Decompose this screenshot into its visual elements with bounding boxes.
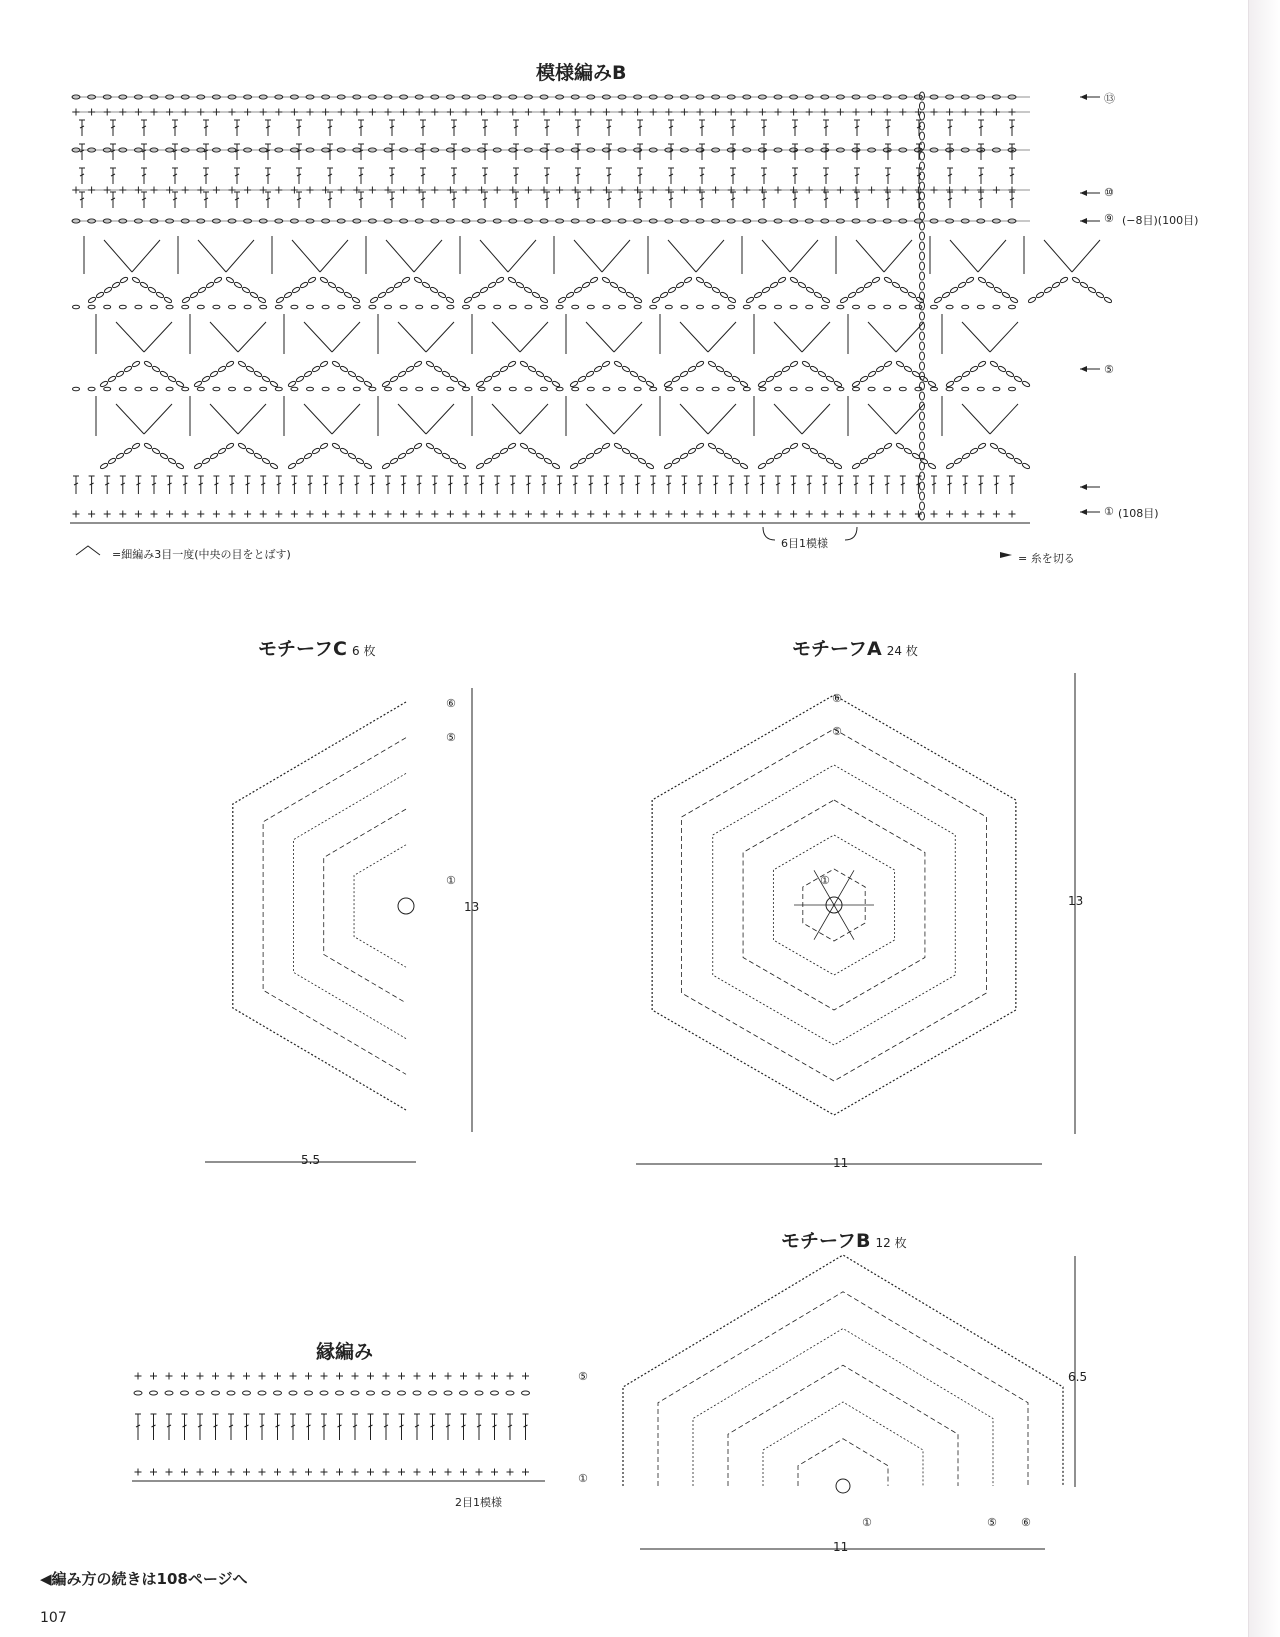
motif-c-height: 13 — [464, 900, 480, 914]
row-label-1: ① — [1104, 505, 1114, 518]
row-label-13: ⑬ — [1104, 92, 1115, 105]
chain-stitch — [134, 1391, 142, 1395]
motif-b-height: 6.5 — [1068, 1370, 1088, 1384]
row-count-1: (108目) — [1118, 507, 1159, 520]
chain-stitch — [274, 1391, 282, 1395]
chain-stitch — [212, 1391, 220, 1395]
motif-c-width: 5.5 — [301, 1153, 321, 1167]
motif-a-name: モチーフA — [792, 638, 882, 660]
chain-stitch — [491, 1391, 499, 1395]
chain-stitch — [305, 1391, 313, 1395]
motif-a-spoke — [834, 870, 854, 905]
legend-decrease: =細編み3目一度(中央の目をとばす) — [112, 548, 291, 561]
motif-c-count: 6 枚 — [352, 644, 376, 658]
row-label-9: ⑨ — [1104, 212, 1114, 225]
chain-stitch — [506, 1391, 514, 1395]
chain-stitch — [444, 1391, 452, 1395]
pattern-b-title: 模様編みB — [536, 62, 627, 84]
chain-stitch — [258, 1391, 266, 1395]
row-count-9: (−8目)(100目) — [1122, 214, 1199, 227]
chain-stitch — [522, 1391, 530, 1395]
row-label-10: ⑩ — [1104, 186, 1114, 199]
motif-c-center — [398, 898, 414, 914]
motif-c-row-1: ① — [446, 874, 456, 887]
chain-stitch — [398, 1391, 406, 1395]
motif-c-name: モチーフC — [258, 638, 347, 660]
motif-b-ring — [693, 1329, 993, 1487]
chain-stitch — [429, 1391, 437, 1395]
chain-stitch — [320, 1391, 328, 1395]
motif-a-spoke — [814, 905, 834, 940]
motif-a-row-1: ① — [820, 874, 830, 887]
continue-note: ◀編み方の続きは108ページへ — [40, 1570, 248, 1588]
motif-b-row-5: ⑤ — [987, 1516, 997, 1529]
motif-c-ring — [293, 773, 406, 1038]
chain-stitch — [243, 1391, 251, 1395]
chain-stitch — [367, 1391, 375, 1395]
motif-a-height: 13 — [1068, 894, 1084, 908]
motif-c-row-6: ⑥ — [446, 697, 456, 710]
repeat-label-b: 6目1模様 — [781, 537, 828, 550]
motif-a-row-6: ⑥ — [832, 692, 842, 705]
motif-b-row-6: ⑥ — [1021, 1516, 1031, 1529]
motif-a-spoke — [834, 905, 854, 940]
chain-stitch — [165, 1391, 173, 1395]
repeat-label-edging: 2目1模様 — [455, 1496, 502, 1509]
chain-stitch — [227, 1391, 235, 1395]
motif-b-name: モチーフB — [781, 1230, 871, 1252]
motif-c-ring — [263, 738, 406, 1075]
chain-stitch — [475, 1391, 483, 1395]
motif-b-center — [836, 1479, 850, 1493]
chain-stitch — [382, 1391, 390, 1395]
motif-c-row-5: ⑤ — [446, 731, 456, 744]
chain-stitch — [196, 1391, 204, 1395]
motif-b-ring — [623, 1255, 1063, 1486]
motif-b-row-1: ① — [862, 1516, 872, 1529]
motif-b-ring — [728, 1365, 958, 1486]
chain-stitch — [413, 1391, 421, 1395]
chain-stitch — [336, 1391, 344, 1395]
motif-c-ring — [233, 702, 406, 1110]
motif-a-width: 11 — [833, 1156, 849, 1170]
motif-b-count: 12 枚 — [875, 1236, 907, 1250]
edging-title: 縁編み — [316, 1341, 374, 1363]
motif-b-ring — [763, 1402, 923, 1486]
motif-b-ring — [658, 1292, 1028, 1486]
edging-row-5: ⑤ — [578, 1370, 588, 1383]
motif-b-width: 11 — [833, 1540, 849, 1554]
motif-c-ring — [324, 809, 406, 1003]
page-number: 107 — [40, 1610, 67, 1626]
chain-stitch — [351, 1391, 359, 1395]
chain-stitch — [460, 1391, 468, 1395]
chain-stitch — [181, 1391, 189, 1395]
legend-cut-yarn: = 糸を切る — [1018, 552, 1075, 565]
row-label-5: ⑤ — [1104, 363, 1114, 376]
chain-stitch — [289, 1391, 297, 1395]
chain-stitch — [150, 1391, 158, 1395]
edging-row-1: ① — [578, 1472, 588, 1485]
motif-a-count: 24 枚 — [886, 644, 918, 658]
motif-a-row-5: ⑤ — [832, 725, 842, 738]
